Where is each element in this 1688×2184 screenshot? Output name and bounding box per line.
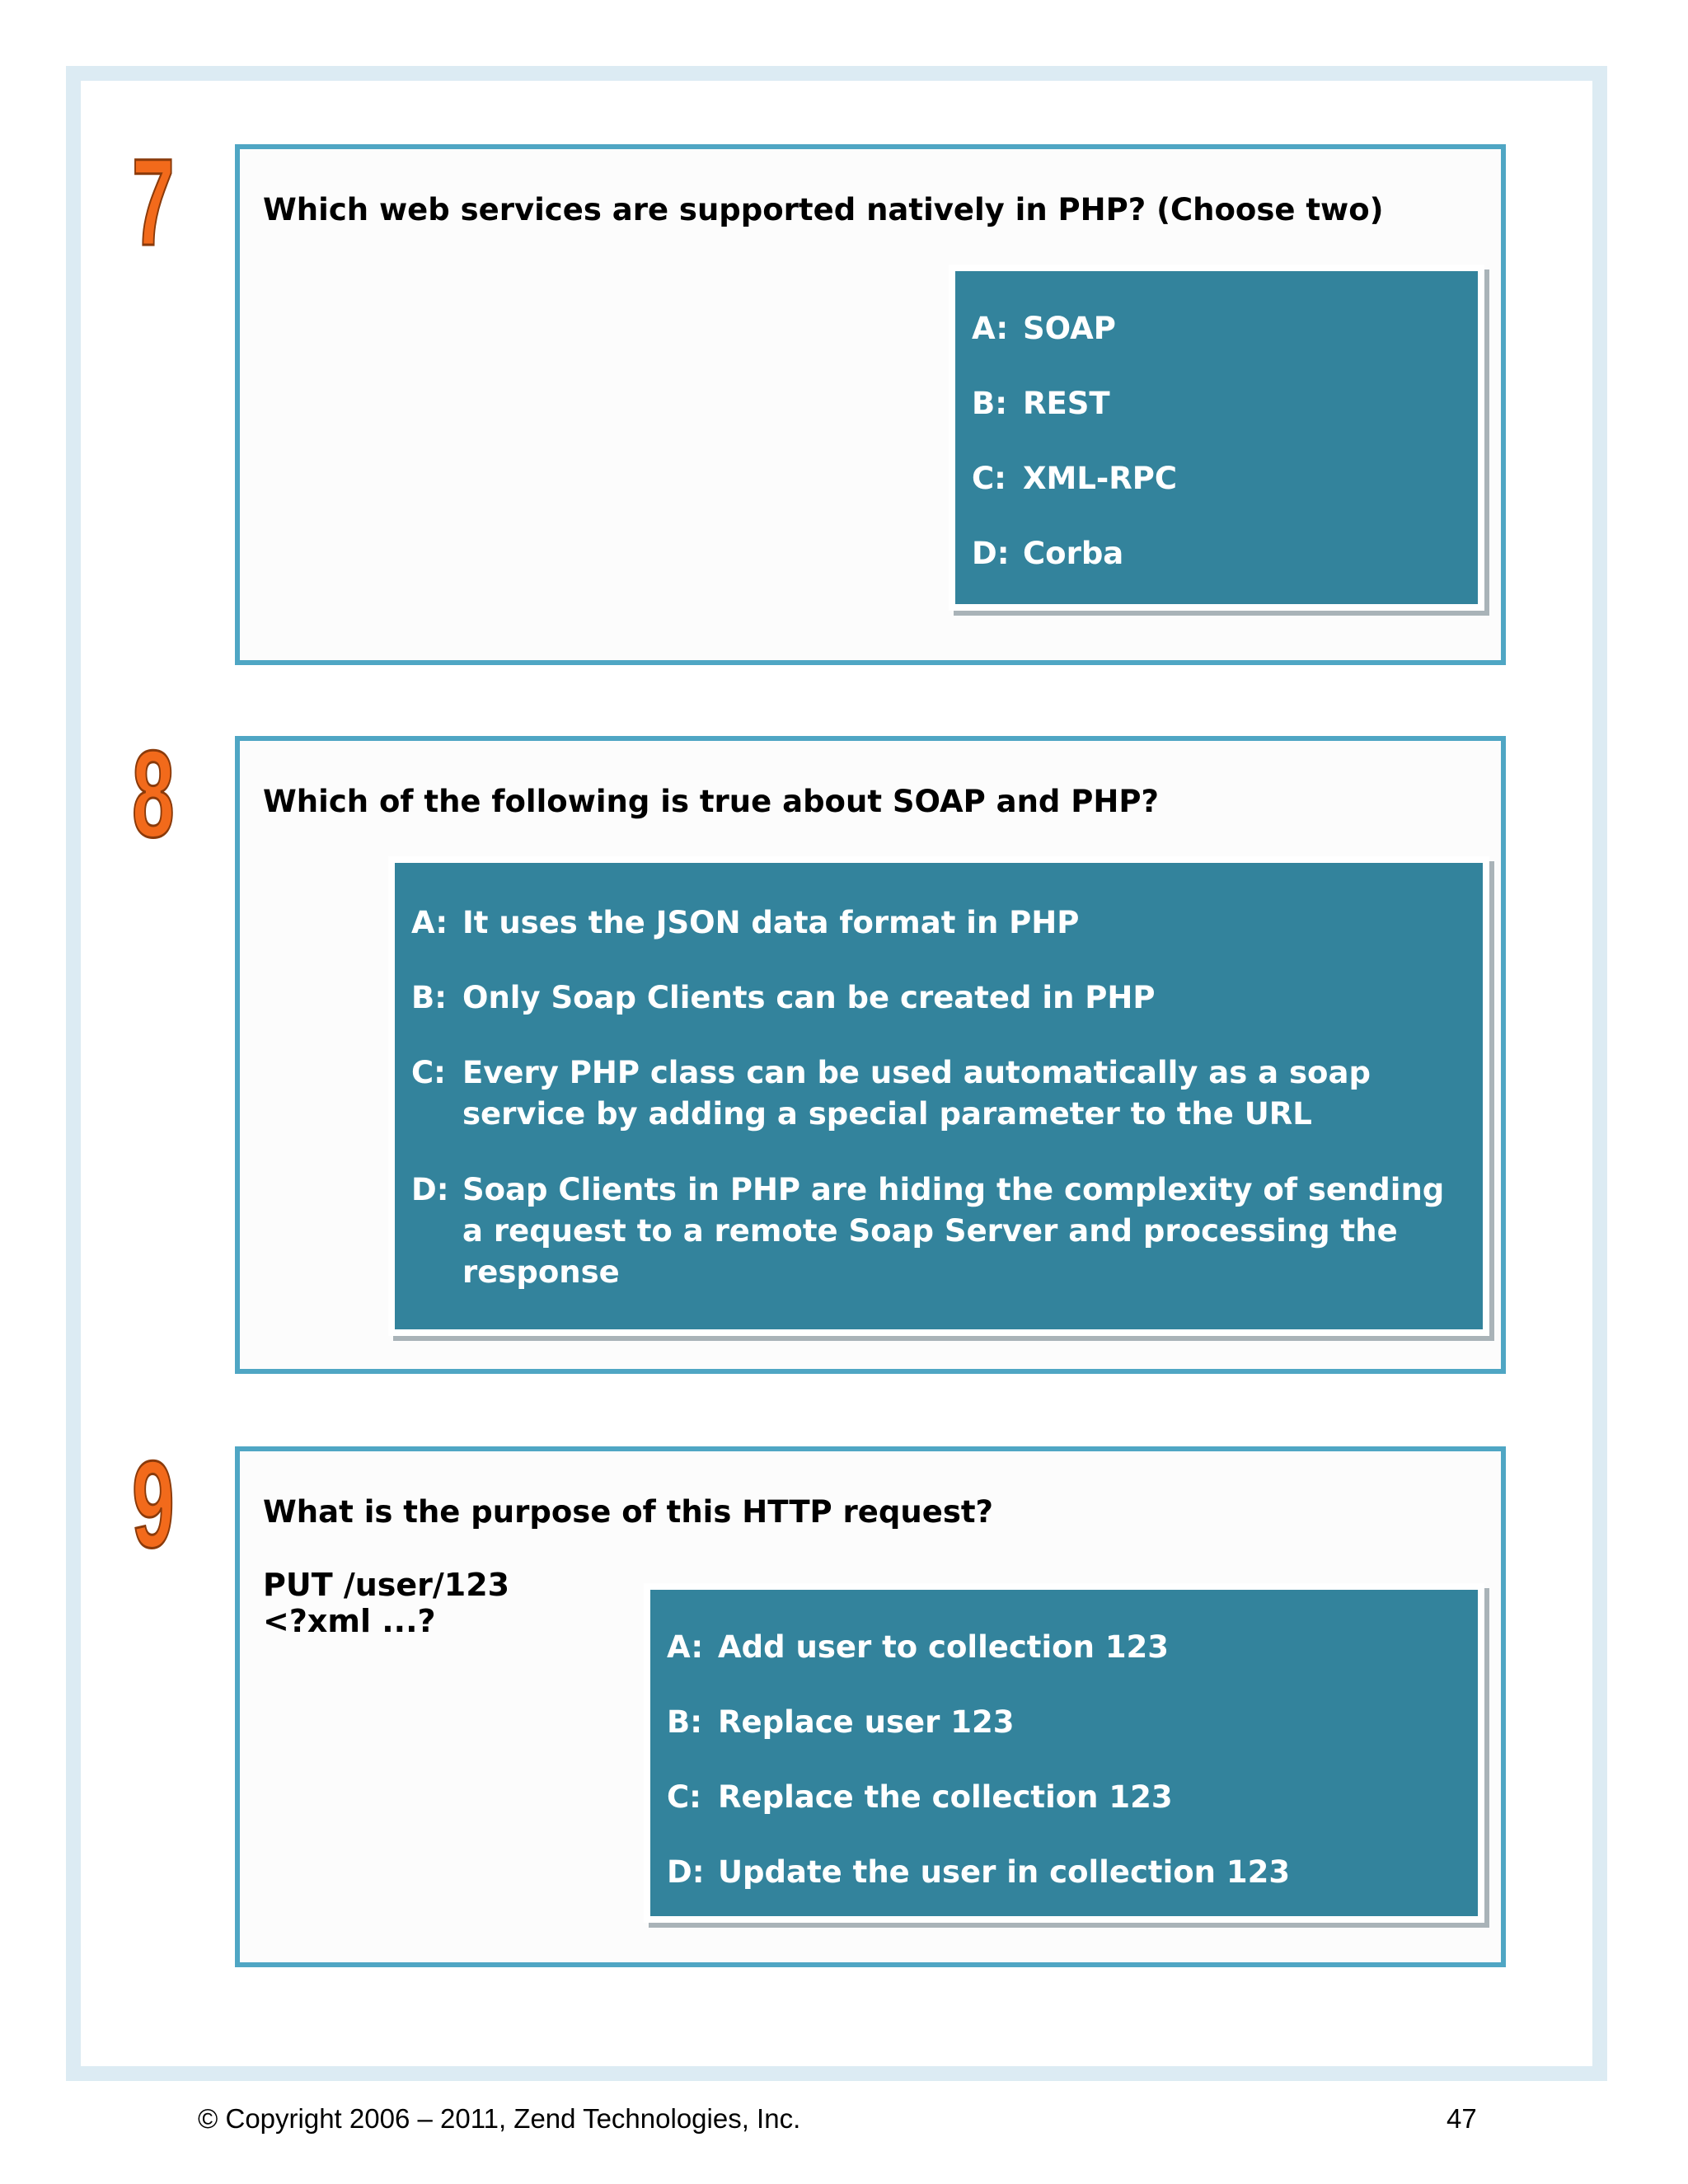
- answer-option-b[interactable]: B: Replace user 123: [667, 1704, 1015, 1740]
- question-box-8: [235, 736, 1506, 1374]
- question-text: Which of the following is true about SOAP and PHP?: [263, 784, 1159, 819]
- answer-option-c[interactable]: C: Replace the collection 123: [667, 1779, 1173, 1815]
- answer-option-a[interactable]: A: It uses the JSON data format in PHP: [411, 905, 1080, 940]
- answer-option-b[interactable]: B: REST: [972, 386, 1110, 421]
- question-number-7: 7: [132, 133, 175, 271]
- answer-option-c[interactable]: C: XML-RPC: [972, 461, 1178, 496]
- answer-option-d[interactable]: D: Corba: [972, 536, 1124, 571]
- code-line: PUT /user/123: [263, 1567, 510, 1603]
- answer-panel: [949, 265, 1484, 611]
- question-box-7: [235, 144, 1506, 665]
- answer-option-c[interactable]: C: Every PHP class can be used automatically as a soap service by adding a special parameter to the URL: [411, 1055, 1371, 1132]
- question-number-8: 8: [132, 724, 175, 863]
- question-text: What is the purpose of this HTTP request?: [263, 1494, 993, 1530]
- answer-option-d[interactable]: D: Update the user in collection 123: [667, 1854, 1291, 1890]
- page-number: 47: [1447, 2103, 1477, 2134]
- answer-panel: [644, 1583, 1484, 1923]
- code-line: <?xml ...?: [263, 1603, 436, 1639]
- answer-option-a[interactable]: A: SOAP: [972, 311, 1116, 346]
- copyright-notice: © Copyright 2006 – 2011, Zend Technologies, Inc.: [198, 2103, 801, 2134]
- question-box-9: [235, 1446, 1506, 1967]
- question-text: Which web services are supported natively in PHP? (Choose two): [263, 192, 1384, 227]
- answer-option-b[interactable]: B: Only Soap Clients can be created in PHP: [411, 980, 1156, 1015]
- http-request-code: [263, 1567, 509, 1639]
- answer-panel: [388, 856, 1489, 1336]
- answer-option-d[interactable]: D: Soap Clients in PHP are hiding the complexity of sending a request to a remote Soap Server and processing the response: [411, 1172, 1445, 1290]
- answer-option-a[interactable]: A: Add user to collection 123: [667, 1629, 1170, 1665]
- question-number-9: 9: [132, 1435, 175, 1573]
